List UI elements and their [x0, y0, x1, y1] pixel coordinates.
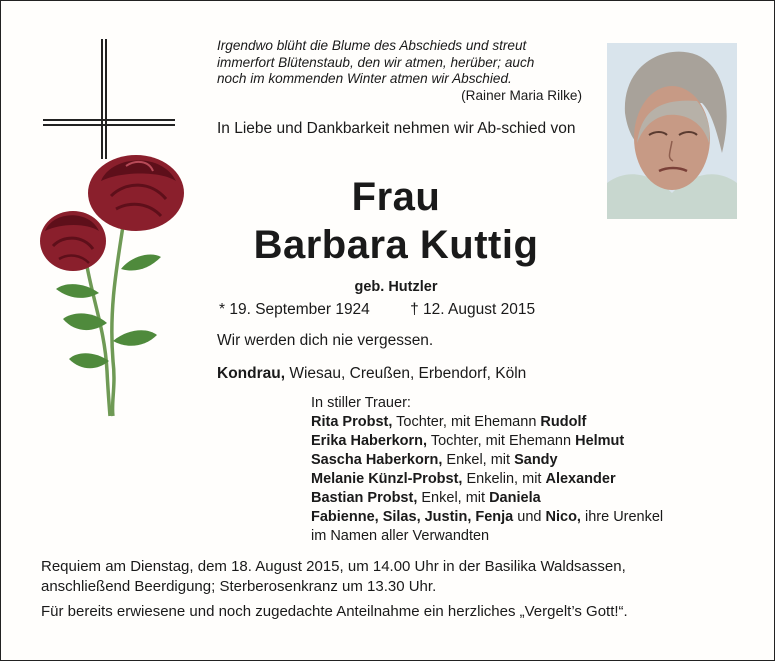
mourner-name: Rudolf: [540, 414, 587, 430]
motto: Wir werden dich nie vergessen.: [217, 332, 434, 349]
cross-and-roses-illustration: [31, 31, 196, 426]
mourner-relation: Enkelin, mit: [462, 471, 546, 487]
mourner-name: Nico,: [545, 509, 581, 525]
deceased-name-block: [201, 173, 591, 269]
mourner-line: [311, 413, 751, 432]
mourner-name: Helmut: [575, 433, 625, 449]
rose-large: [88, 155, 184, 231]
mourner-name: Fabienne, Silas, Justin, Fenja: [311, 509, 514, 525]
birth-date: * 19. September 1924: [219, 301, 370, 318]
deceased-title: Frau: [351, 175, 441, 219]
life-dates: [219, 301, 535, 319]
mourner-relation: Enkel, mit: [417, 490, 490, 506]
mourner-relation: Tochter, mit Ehemann: [392, 414, 541, 430]
mourner-name: Rita Probst,: [311, 414, 393, 430]
mourners-list: [311, 394, 751, 546]
mourner-name: Daniela: [489, 490, 541, 506]
cross-icon: [43, 39, 175, 159]
birth-name: geb. Hutzler: [354, 279, 438, 295]
mourner-line: [311, 489, 751, 508]
mourner-lines: [311, 413, 751, 527]
poem-line-3: noch im kommenden Winter atmen wir Abschied.: [217, 71, 512, 86]
thanks-text: Für bereits erwiesene und noch zugedachte Anteilnahme ein herzliches „Vergelt’s Gott!“.: [41, 603, 628, 620]
mourner-line: [311, 451, 751, 470]
rose-small: [40, 211, 106, 271]
poem-line-2: immerfort Blütenstaub, den wir atmen, herüber; auch: [217, 54, 535, 70]
mourner-name: Sandy: [514, 452, 558, 468]
rose-leaves: [56, 254, 161, 368]
other-places: Wiesau, Creußen, Erbendorf, Köln: [285, 365, 527, 382]
mourner-line: [311, 470, 751, 489]
mourner-name: Melanie Künzl-Probst,: [311, 471, 463, 487]
mourner-line: [311, 508, 751, 527]
deceased-name: Barbara Kuttig: [253, 223, 539, 267]
rilke-poem: [217, 38, 582, 104]
mourner-relation: Tochter, mit Ehemann: [427, 433, 576, 449]
mourners-heading: In stiller Trauer:: [311, 395, 411, 411]
funeral-line-2: anschließend Beerdigung; Sterberosenkranz um 13.30 Uhr.: [41, 578, 437, 595]
deceased-portrait: [607, 43, 737, 219]
primary-place: Kondrau,: [217, 365, 286, 382]
poem-author: (Rainer Maria Rilke): [461, 87, 582, 103]
mourner-name: Sascha Haberkorn,: [311, 452, 443, 468]
places: [217, 365, 526, 383]
death-date: † 12. August 2015: [410, 301, 536, 318]
funeral-line-1: Requiem am Dienstag, dem 18. August 2015, um 14.00 Uhr in der Basilika Waldsassen,: [41, 558, 626, 575]
intro-text: In Liebe und Dankbarkeit nehmen wir Ab-schied von: [217, 120, 576, 137]
poem-line-1: Irgendwo blüht die Blume des Abschieds und streut: [217, 38, 527, 53]
mourner-relation: ihre Urenkel: [580, 509, 664, 525]
mourner-relation: und: [513, 509, 546, 525]
mourner-name: Alexander: [545, 471, 616, 487]
mourner-name: Erika Haberkorn,: [311, 433, 428, 449]
mourner-name: Bastian Probst,: [311, 490, 418, 506]
mourner-relation: Enkel, mit: [442, 452, 515, 468]
mourners-closing: im Namen aller Verwandten: [311, 528, 490, 544]
funeral-info: [41, 557, 741, 597]
mourner-line: [311, 432, 751, 451]
